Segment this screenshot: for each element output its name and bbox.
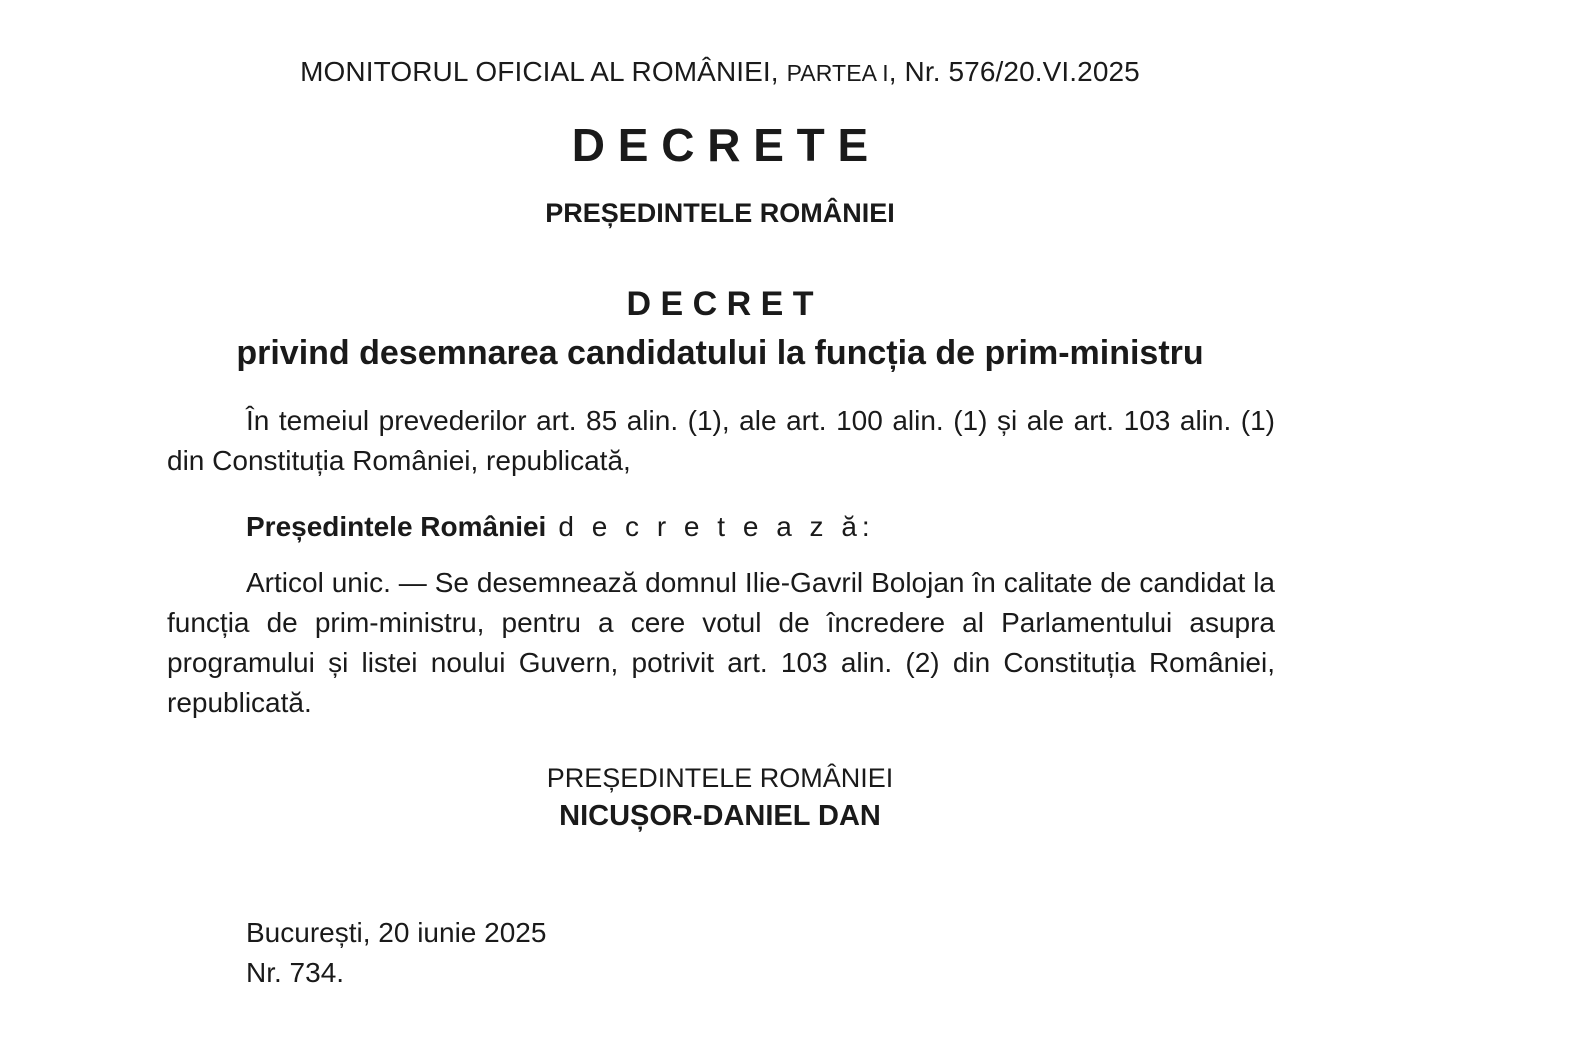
enacting-formula bbox=[167, 507, 1275, 547]
decree-number: Nr. 734. bbox=[246, 957, 345, 988]
enacting-subject: Președintele României bbox=[246, 511, 547, 542]
decree-label: D E C R E T bbox=[626, 285, 814, 323]
legal-basis-paragraph: În temeiul prevederilor art. 85 alin. (1), ale art. 100 alin. (1) și ale art. 103 alin. (1) din Constituția României, republicată, bbox=[167, 405, 1275, 476]
signature-name: NICUȘOR-DANIEL DAN bbox=[559, 800, 881, 832]
section-title: D E C R E T E bbox=[571, 119, 869, 171]
signature-role: PREȘEDINTELE ROMÂNIEI bbox=[546, 763, 894, 793]
enacting-verb: d e c r e t e a z ă: bbox=[558, 511, 875, 542]
place-date: București, 20 iunie 2025 bbox=[246, 917, 547, 948]
publication-part: PARTEA I bbox=[786, 60, 889, 86]
article-paragraph: Articol unic. — Se desemnează domnul Ilie-Gavril Bolojan în calitate de candidat la funcția de prim-ministru, pentru a cere votul de încredere al Parlamentului asupra programului și listei noului Guvern, potrivit art. 103 alin. (2) din Constituția României, republicată. bbox=[167, 567, 1275, 718]
issuer-heading: PREȘEDINTELE ROMÂNIEI bbox=[545, 198, 895, 228]
decree-subject: privind desemnarea candidatului la funcția de prim-ministru bbox=[236, 334, 1204, 372]
publication-header bbox=[0, 56, 1440, 88]
publication-issue: , Nr. 576/20.VI.2025 bbox=[888, 56, 1140, 87]
publication-name: MONITORUL OFICIAL AL ROMÂNIEI, bbox=[300, 56, 779, 87]
